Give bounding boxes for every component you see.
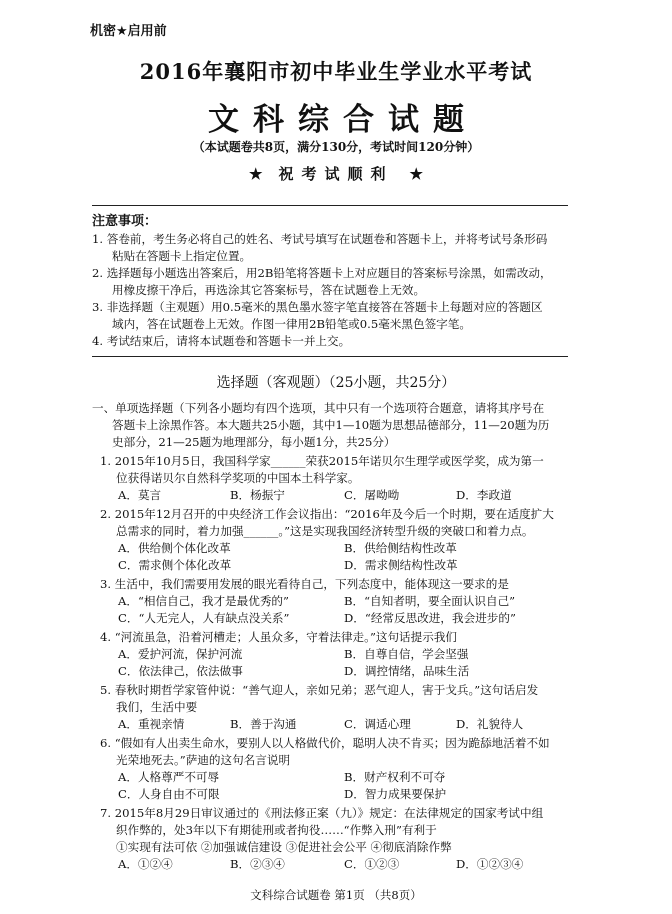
wish-text: 祝考试顺利 — [278, 165, 394, 183]
question-6-option: B．财产权利不可夺 — [344, 770, 446, 784]
question-2-option: A．供给侧个体化改革 — [118, 541, 231, 555]
question-2-option: D．需求侧结构性改革 — [344, 558, 458, 572]
question-5-option: D．礼貌待人 — [456, 717, 524, 731]
question-2-stem: 2. 2015年12月召开的中央经济工作会议指出：“2016年及今后一个时期，要在适度扩大 — [100, 507, 554, 521]
question-3-option: D．“经常反思改进，我会进步的” — [344, 611, 516, 625]
notice-line: 4. 考试结束后，请将本试题卷和答题卡一并上交。 — [92, 334, 351, 348]
divider-bottom — [92, 356, 568, 357]
exam-title: 2016年襄阳市初中毕业生学业水平考试 — [139, 59, 533, 84]
question-4-option: C．依法律己，依法做事 — [118, 664, 243, 678]
notice-line: 域内，答在试题卷上无效。作图一律用2B铅笔或0.5毫米黑色签字笔。 — [112, 317, 471, 331]
question-7-stem: 7. 2015年8月29日审议通过的《刑法修正案（九）》规定：在法律规定的国家考试中组 — [100, 806, 544, 820]
question-6-stem: 6. “假如有人出卖生命水，要别人以人格做代价，聪明人决不肯买；因为跪舔地活着不如 — [100, 736, 550, 750]
question-1-option: A．莫言 — [118, 488, 162, 502]
question-6-option: D．智力成果要保护 — [344, 787, 447, 801]
notice-line: 3. 非选择题（主观题）用0.5毫米的黑色墨水签字笔直接答在答题卡上每题对应的答题区 — [92, 300, 543, 314]
wish-line — [0, 163, 672, 184]
question-3-option: A．“相信自己，我才是最优秀的” — [118, 594, 289, 608]
question-1-stem: 1. 2015年10月5日，我国科学家______荣获2015年诺贝尔生理学或医学奖，成为第一 — [100, 454, 544, 468]
notice-line: 1. 答卷前，考生务必将自己的姓名、考试号填写在试题卷和答题卡上，并将考试号条形码 — [92, 232, 548, 246]
question-3-stem: 3. 生活中，我们需要用发展的眼光看待自己，下列态度中，能体现这一要求的是 — [100, 577, 509, 591]
question-5-option: B．善于沟通 — [230, 717, 297, 731]
question-6-option: A．人格尊严不可辱 — [118, 770, 220, 784]
question-1-option: B．杨振宁 — [230, 488, 285, 502]
divider-top — [92, 205, 568, 206]
exam-subtitle: （本试题卷共8页，满分130分，考试时间120分钟） — [192, 140, 480, 154]
notice-heading: 注意事项： — [92, 214, 158, 229]
question-6-option: C．人身自由不可限 — [118, 787, 220, 801]
star-right-icon: ★ — [409, 165, 423, 183]
question-1-option: C．屠呦呦 — [344, 488, 400, 502]
question-5-option: C．调适心理 — [344, 717, 411, 731]
question-7-option: C．①②③ — [344, 857, 400, 871]
section-intro: 史部分，21—25题为地理部分，每小题1分，共25分） — [112, 435, 396, 449]
question-5-option: A．重视亲情 — [118, 717, 185, 731]
question-7-statements: ①实现有法可依 ②加强诚信建设 ③促进社会公平 ④彻底消除作弊 — [116, 840, 452, 854]
question-5-stem: 我们，生活中要 — [116, 700, 198, 714]
question-4-option: A．爱护河流，保护河流 — [118, 647, 243, 661]
notice-line: 粘贴在答题卡上指定位置。 — [112, 249, 252, 263]
question-2-option: C．需求侧个体化改革 — [118, 558, 232, 572]
question-3-option: C．“人无完人，人有缺点没关系” — [118, 611, 290, 625]
question-5-stem: 5. 春秋时期哲学家管仲说：“善气迎人，亲如兄弟；恶气迎人，害于戈兵。”这句话启发 — [100, 683, 539, 697]
section-title: 选择题（客观题）（25小题，共25分） — [216, 375, 456, 391]
question-4-stem: 4. “河流虽急，沿着河槽走；人虽众多，守着法律走。”这句话提示我们 — [100, 630, 458, 644]
notice-line: 2. 选择题每小题选出答案后，用2B铅笔将答题卡上对应题目的答案标号涂黑，如需改动， — [92, 266, 552, 280]
question-1-option: D．李政道 — [456, 488, 512, 502]
question-4-option: D．调控情绪，品味生活 — [344, 664, 470, 678]
question-6-stem: 光荣地死去。”萨迪的这句名言说明 — [116, 753, 291, 767]
question-7-option: A．①②④ — [118, 857, 173, 871]
section-intro: 一、单项选择题（下列各小题均有四个选项，其中只有一个选项符合题意，请将其序号在 — [92, 401, 545, 415]
question-4-option: B．自尊自信，学会坚强 — [344, 647, 469, 661]
section-intro: 答题卡上涂黑作答。本大题共25小题，其中1—10题为思想品德部分，11—20题为历 — [112, 418, 550, 432]
question-1-stem: 位获得诺贝尔自然科学奖项的中国本土科学家。 — [116, 471, 360, 485]
question-7-option: D．①②③④ — [456, 857, 524, 871]
question-2-option: B．供给侧结构性改革 — [344, 541, 457, 555]
question-7-option: B．②③④ — [230, 857, 285, 871]
page-footer: 文科综合试题卷 第1页 （共8页） — [250, 888, 422, 902]
subject-title: 文科综合试题 — [208, 102, 478, 138]
question-3-option: B．“自知者明，要全面认识自己” — [344, 594, 516, 608]
star-left-icon: ★ — [249, 165, 263, 183]
secret-mark: 机密★启用前 — [90, 24, 167, 39]
question-2-stem: 总需求的同时，着力加强______。”这是实现我国经济转型升级的突破口和着力点。 — [116, 524, 534, 538]
question-7-stem: 织作弊的，处3年以下有期徒刑或者拘役……“作弊入刑”有利于 — [116, 823, 437, 837]
notice-line: 用橡皮擦干净后，再选涂其它答案标号，答在试题卷上无效。 — [112, 283, 426, 297]
